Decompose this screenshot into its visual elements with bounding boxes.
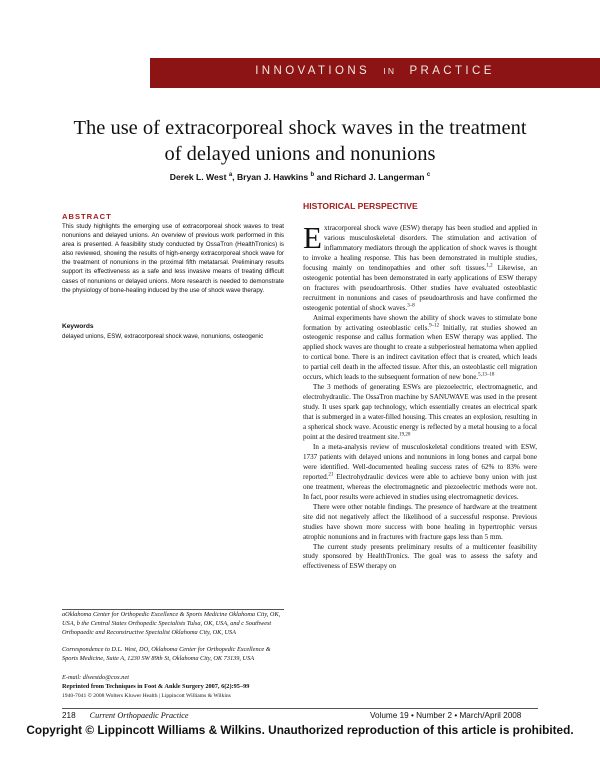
keywords-heading: Keywords (62, 323, 94, 330)
page-number: 218 (62, 711, 76, 720)
paragraph-6: The current study presents preliminary results of a multicenter feasibility study sponsored by HealthTronics. The goal was to assess the safety and effectiveness of ESW therapy on (303, 542, 537, 571)
author-sep-1: , (232, 172, 237, 182)
keywords-text: delayed unions, ESW, extracorporeal shock wave, nonunions, osteogenic (62, 333, 264, 340)
paragraph-2-text-b: Initially, rat studies showed an osteogenic response and callus formation when ESW therapy was applied. The applied shock waves are thought to create a subperiosteal hematoma when applied to cortical bone. There is an indirect cavitation effect that is created, which leads to partial cell death in the affected tissue. After this, an osteoblastic cell migration occurs, which leads to the subsequent formation of new bone. (303, 323, 537, 382)
article-title-line-2: of delayed unions and nonunions (164, 143, 436, 165)
footer-divider (62, 708, 538, 709)
citation: 3–8 (407, 303, 415, 309)
author-sep-2: and (314, 172, 335, 182)
paragraph-4-text-b: Electrohydraulic devices were able to achieve bony union with just one treatment, whereas the electromagnetic and piezoelectric methods were not. In fact, poor results were achieved in studies using electromagnetic devices. (303, 472, 537, 501)
article-title-line-1: The use of extracorporeal shock waves in the treatment (73, 117, 527, 139)
paragraph-3-text: The 3 methods of generating ESWs are piezoelectric, electromagnetic, and electrohydraulic. The OssaTron machine by SANUWAVE was used in the present study. It uses spark gap technology, which essentially creates an electrical spark that is submerged in a water-filled housing. This creates an explosion, resulting in a spherical shock wave. Acoustic energy is reflected by a metal housing to a focal point at the desired treatment site. (303, 383, 537, 442)
citation: 9–12 (429, 323, 440, 329)
footnote-correspondence: Correspondence to D.L. West, DO, Oklahoma Center for Orthopedic Excellence & Sports Medicine, Suite A, 1230 SW 89th St, Oklahoma City, OK 73139, USA (62, 646, 271, 662)
author-1: Derek L. West (169, 172, 227, 182)
author-3-affil: c (426, 172, 431, 179)
footnote-affiliations: aOklahoma Center for Orthopedic Excellence & Sports Medicine Oklahoma City, OK, USA, b the Central States Orthopedic Specialists Tulsa, OK, USA, and c Southwest Orthopaedic and Reconstructive Specialist Oklahoma City, OK, USA (62, 611, 281, 636)
citation: 21 (328, 472, 334, 478)
abstract-heading: ABSTRACT (62, 212, 112, 221)
citation: 19,20 (399, 432, 411, 438)
banner-word-innovations: INNOVATIONS (255, 65, 371, 77)
author-3: Richard J. Langerman (334, 172, 425, 182)
body-column (303, 220, 537, 572)
section-heading: HISTORICAL PERSPECTIVE (303, 201, 418, 211)
paragraph-1-text-b: Likewise, an osteogenic potential has been demonstrated in early applications of ESW therapy on fractures with pseudoarthrosis. Other studies have evaluated osteoblastic recruitment in nonunions and cases of pseudoarthrosis and have confirmed the osteogenic potential of shock waves. (303, 263, 537, 312)
paragraph-5: There were other notable findings. The presence of hardware at the treatment site did not negatively affect the likelihood of a successful response. Previous studies have shown more success with bone healing in hypertrophic versus atrophic nonunions and in fractures with fracture gaps less than 5 mm. (303, 502, 537, 541)
abstract-text: This study highlights the emerging use of extracorporeal shock waves to treat nonunions and delayed unions. An overview of previous work performed in this area is presented. A feasibility study conducted by OssaTron (HealthTronics) is also reviewed, showing the results of high-energy extracorporeal shock wave for the treatment of nonunions in the proximal fifth metatarsal. Preliminary results support its effectiveness as a safe and less invasive means of treating difficult cases of nonunions or delayed unions. More research is needed to demonstrate the physiology of bone-healing induced by the use of shock wave therapy. (62, 223, 284, 294)
citation: 1,2 (486, 263, 493, 269)
copyright-notice: Copyright © Lippincott Williams & Wilkins. Unauthorized reproduction of this article is prohibited. (26, 723, 574, 737)
author-2: Bryan J. Hawkins (236, 172, 309, 182)
footnote-email: E-mail: dlwestdo@cox.net (62, 674, 129, 681)
author-2-affil: b (310, 172, 315, 179)
paragraph-4-text-a: In a meta-analysis review of musculoskeletal conditions treated with ESW, 1737 patients with delayed unions and nonunions in long bones and carpal bone were identified. Well-documented healing success rates of 62% to 83% were reported. (303, 442, 537, 481)
footnote-divider (62, 609, 284, 610)
paragraph-2-text-a: Animal experiments have shown the ability of shock waves to stimulate bone formation by activating osteoblastic cells. (303, 313, 537, 332)
banner-word-in: IN (383, 66, 397, 76)
footnote-reprint: Reprinted from Techniques in Foot & Ankle Surgery 2007, 6(2):95–99 (62, 683, 250, 690)
journal-name: Current Orthopaedic Practice (89, 711, 189, 720)
paragraph-1-text-a: xtracorporeal shock wave (ESW) therapy has been studied and applied in various musculoskeletal disorders. The stimulation and activation of inflammatory mediators through the application of shock waves is thought to invoke a healing response. This has been demonstrated in multiple studies, focusing mainly on tendinopathies and other soft tissues. (303, 224, 537, 272)
paragraph-3 (303, 383, 537, 443)
author-1-affil: a (228, 172, 233, 179)
issue-info: Volume 19 • Number 2 • March/April 2008 (370, 711, 522, 720)
banner-word-practice: PRACTICE (409, 65, 495, 77)
author-list (0, 172, 600, 182)
drop-cap: E (303, 220, 322, 255)
banner-label (150, 65, 600, 77)
footnote-issn: 1940-7041 © 2008 Wolters Kluwer Health | Lippincott Williams & Wilkins (62, 693, 231, 699)
paragraph-1 (303, 220, 537, 314)
paragraph-2 (303, 314, 537, 384)
footer-left (62, 711, 189, 720)
paragraph-4 (303, 443, 537, 503)
citation: 5,13–18 (478, 372, 495, 378)
section-banner (150, 58, 600, 88)
